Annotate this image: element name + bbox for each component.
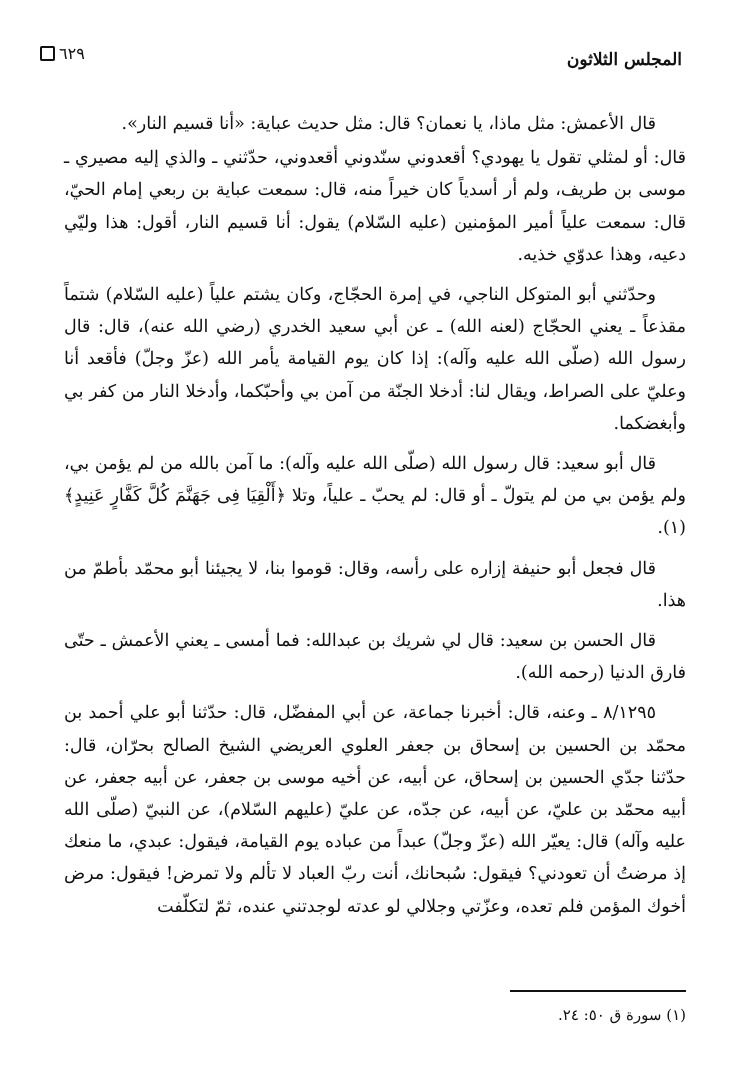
paragraph-5: قال فجعل أبو حنيفة إزاره على رأسه، وقال: قوموا بنا، لا يجيئنا أبو محمّد بأطمّ من هذا. [64, 558, 686, 611]
footnote-divider [510, 990, 686, 992]
paragraph-3: وحدّثني أبو المتوكل الناجي، في إمرة الحجّاج، وكان يشتم علياً (عليه السّلام) شتماً مقذعاً ـ يعني الحجّاج (لعنه الله) ـ عن أبي سعيد الخدري (رضي الله عنه)، قال: قال رسول الله (صلّى الله عليه وآله): إذا كان يوم القيامة يأمر الله (عزّ وجلّ) فأقعد أنا وعليّ على الصراط، ويقال لنا: أدخلا الجنّة من آمن بي وأحبّكما، وأدخلا النار من كفر بي وأبغضكما. [64, 285, 686, 434]
footnote: (١) سورة ق ٥٠: ٢٤. [558, 1006, 686, 1024]
page-number [40, 44, 85, 63]
page-number-value: ٦٢٩ [59, 44, 85, 63]
paragraph-2: قال: أو لمثلي تقول يا يهودي؟ أقعدوني سنّدوني أقعدوني، حدّثني ـ والذي إليه مصيري ـ موسى بن طريف، ولم أر أسدياً كان خيراً منه، قال: سمعت عباية بن ربعي إمام الحيّ، قال: سمعت علياً أمير المؤمنين (عليه السّلام) يقول: أنا قسيم النار، أقول: هذا وليّي دعيه، وهذا عدوّي خذيه. [64, 148, 686, 265]
chapter-title: المجلس الثلاثون [566, 50, 682, 70]
page-body [64, 108, 686, 931]
page-header [40, 40, 682, 80]
paragraph-7: ٨/١٢٩٥ ـ وعنه، قال: أخبرنا جماعة، عن أبي المفضّل، قال: حدّثنا أبو علي أحمد بن محمّد بن الحسين بن إسحاق بن جعفر العلوي العريضي الشيخ الصالح بحرّان، قال: حدّثنا جدّي الحسين بن إسحاق، عن أبيه، عن أخيه موسى بن جعفر، عن أبيه جعفر، عن أبيه محمّد بن عليّ، عن أبيه، عن جدّه، عن عليّ (عليهم السّلام)، عن النبيّ (صلّى الله عليه وآله) قال: يعيّر الله (عزّ وجلّ) عبداً من عباده يوم القيامة، فيقول: عبدي، ما منعك إذ مرضتُ أن تعودني؟ فيقول: سُبحانك، أنت ربّ العباد لا تألم ولا تمرض! فيقول: مرض أخوك المؤمن فلم تعده، وعزّتي وجلالي لو عدته لوجدتني عنده، ثمّ لتكلّفت [64, 703, 686, 917]
paragraph-1: قال الأعمش: مثل ماذا، يا نعمان؟ قال: مثل حديث عباية: «أنا قسيم النار». [121, 114, 656, 134]
page-marker-box-icon [40, 46, 55, 61]
paragraph-4: قال أبو سعيد: قال رسول الله (صلّى الله عليه وآله): ما آمن بالله من لم يؤمن بي، ولم يؤمن بي من لم يتولّ ـ أو قال: لم يحبّ ـ علياً، وتلا ﴿أَلْقِيَا فِى جَهَنَّمَ كُلَّ كَفَّارٍ عَنِيدٍ﴾(١). [64, 454, 686, 539]
paragraph-6: قال الحسن بن سعيد: قال لي شريك بن عبدالله: فما أمسى ـ يعني الأعمش ـ حتّى فارق الدنيا (رحمه الله). [64, 631, 686, 684]
